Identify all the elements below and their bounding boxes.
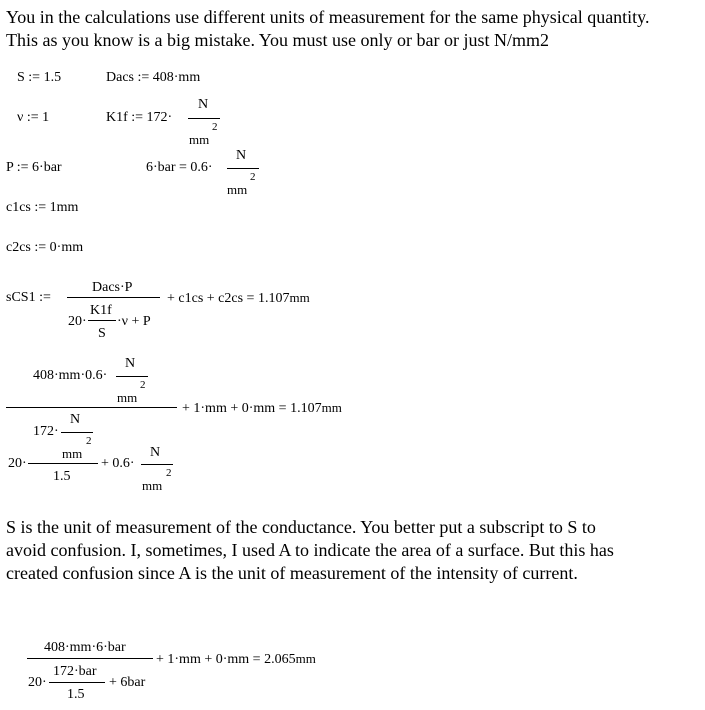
- eval2-inner-bar: [49, 682, 105, 683]
- def-K1f: K1f := 172·: [106, 110, 173, 125]
- eval1-inner-bar: [28, 463, 98, 464]
- eval1-tail: + 1·mm + 0·mm = 1.107mm: [182, 400, 342, 416]
- scs1-tail: + c1cs + c2cs = 1.107mm: [167, 290, 310, 306]
- eval2-den-pre: 20·: [28, 675, 47, 690]
- eval1-den-unit-exp: 2: [166, 467, 172, 479]
- eval2-main-bar: [27, 658, 153, 659]
- conv-unit-mm: mm: [227, 182, 248, 197]
- note-line-1: S is the unit of measurement of the conductance. You better put a subscript to S to: [6, 517, 596, 537]
- K1f-fraction-bar: [188, 118, 220, 119]
- eval1-inner-unit-bar: [61, 432, 93, 433]
- scs1-fraction-bar: [67, 297, 160, 298]
- bar-conversion: 6·bar = 0.6·: [146, 160, 213, 175]
- eval1-inner-unit-exp: 2: [86, 435, 92, 447]
- scs1-lhs: sCS1 :=: [6, 290, 51, 305]
- def-S: S := 1.5: [17, 70, 62, 85]
- eval1-den-unit-N: N: [150, 445, 161, 460]
- def-Dacs: Dacs := 408·mm: [106, 70, 201, 85]
- K1f-unit-mm: mm: [189, 132, 210, 147]
- def-c2cs: c2cs := 0·mm: [6, 240, 84, 255]
- scs1-den-S: S: [98, 326, 106, 341]
- eval2-den-post: + 6bar: [109, 675, 146, 690]
- eval1-inner-unit-mm: mm: [62, 446, 83, 461]
- conductance-note: [6, 516, 614, 585]
- scs1-inner-bar: [88, 320, 116, 321]
- def-nu: ν := 1: [17, 110, 50, 125]
- note-line-3: created confusion since A is the unit of measurement of the intensity of current.: [6, 563, 578, 583]
- eval1-inner-172: 172·: [33, 424, 59, 439]
- scs1-den-post: ·ν + P: [117, 314, 151, 329]
- note-line-2: avoid confusion. I, sometimes, I used A to indicate the area of a surface. But this has: [6, 540, 614, 560]
- eval1-den-unit-mm: mm: [142, 478, 163, 493]
- scs1-den-pre: 20·: [68, 314, 87, 329]
- eval1-main-bar: [6, 407, 177, 408]
- eval1-num-unit-exp: 2: [140, 379, 146, 391]
- conv-fraction-bar: [227, 168, 259, 169]
- conv-unit-exp: 2: [250, 171, 256, 183]
- K1f-unit-N: N: [198, 97, 209, 112]
- eval1-num-unit-N: N: [125, 356, 136, 371]
- eval2-inner-den: 1.5: [67, 687, 85, 702]
- eval2-inner-num: 172·bar: [53, 664, 97, 679]
- eval1-num-unit-bar: [116, 376, 148, 377]
- K1f-unit-exp: 2: [212, 121, 218, 133]
- eval1-num-unit-mm: mm: [117, 390, 138, 405]
- intro-line-1: You in the calculations use different units of measurement for the same physical quantity.: [6, 7, 650, 27]
- conv-unit-N: N: [236, 148, 247, 163]
- eval1-numerator: 408·mm·0.6·: [33, 368, 108, 383]
- eval1-inner-S: 1.5: [53, 469, 71, 484]
- eval1-den-pre: 20·: [8, 456, 27, 471]
- eval2-tail: + 1·mm + 0·mm = 2.065mm: [156, 651, 316, 667]
- scs1-numerator: Dacs·P: [92, 280, 133, 295]
- scs1-den-K1f: K1f: [90, 303, 112, 318]
- intro-text: [6, 6, 650, 52]
- eval1-den-unit-bar: [141, 464, 173, 465]
- eval1-den-mid: + 0.6·: [101, 456, 135, 471]
- eval2-numerator: 408·mm·6·bar: [44, 640, 126, 655]
- intro-line-2: This as you know is a big mistake. You must use only or bar or just N/mm2: [6, 30, 549, 50]
- def-P: P := 6·bar: [6, 160, 62, 175]
- eval1-inner-unit-N: N: [70, 412, 81, 427]
- def-c1cs: c1cs := 1mm: [6, 200, 79, 215]
